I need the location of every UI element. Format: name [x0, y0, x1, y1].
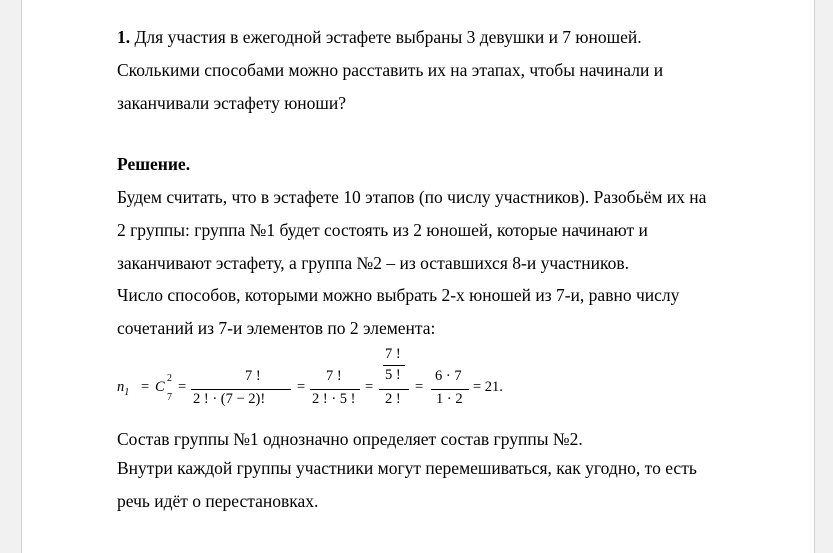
- task-text-1: Для участия в ежегодной эстафете выбраны 3 девушки и 7 юношей.: [134, 27, 642, 47]
- frac2-numerator: 7 !: [326, 368, 342, 384]
- para1-line-3: заканчивают эстафету, а группа №2 – из оставшихся 8-и участников.: [117, 253, 630, 273]
- para2-line-1: Число способов, которыми можно выбрать 2-х юношей из 7-и, равно числу: [117, 285, 680, 305]
- task-number: 1.: [117, 27, 131, 47]
- para1-line-2: 2 группы: группа №1 будет состоять из 2 юношей, которые начинают и: [117, 220, 648, 240]
- frac3-inner-bar: [383, 365, 405, 366]
- frac1-numerator: 7 !: [245, 368, 261, 384]
- para3-line-1: Состав группы №1 однозначно определяет состав группы №2.: [117, 429, 583, 449]
- para1-line-1: Будем считать, что в эстафете 10 этапов (по числу участников). Разобьём их на: [117, 187, 707, 207]
- frac4-numerator: 6 · 7: [435, 368, 462, 384]
- para4-line-2: речь идёт о перестановках.: [117, 491, 319, 511]
- frac2-bar: [310, 389, 360, 390]
- frac3-inner-denominator: 5 !: [385, 367, 401, 383]
- frac2-denominator: 2 ! · 5 !: [312, 391, 356, 407]
- formula-C-sub: 7: [167, 392, 172, 403]
- solution-paragraph-4: [117, 452, 760, 518]
- formula-result: = 21.: [473, 379, 503, 395]
- formula-eq-2: =: [178, 379, 187, 395]
- formula-eq-1: =: [141, 379, 150, 395]
- frac3-inner-numerator: 7 !: [385, 346, 401, 362]
- task-paragraph: [117, 21, 760, 120]
- combination-formula: [117, 341, 617, 421]
- frac1-bar: [191, 389, 291, 390]
- task-line-2: Сколькими способами можно расставить их на этапах, чтобы начинали и: [117, 60, 664, 80]
- solution-title: Решение.: [117, 154, 191, 174]
- frac3-denominator: 2 !: [385, 391, 401, 407]
- frac3-bar: [379, 389, 409, 390]
- para2-line-2: сочетаний из 7-и элементов по 2 элемента:: [117, 318, 436, 338]
- formula-n: $n_1$: [117, 379, 130, 398]
- para4-line-1: Внутри каждой группы участники могут перемешиваться, как угодно, то есть: [117, 458, 697, 478]
- task-line-3: заканчивали эстафету юноши?: [117, 93, 346, 113]
- frac4-bar: [431, 389, 469, 390]
- formula-eq-5: =: [415, 379, 424, 395]
- formula-C: C: [155, 379, 165, 395]
- frac4-denominator: 1 · 2: [436, 391, 463, 407]
- frac1-denominator: 2 ! · (7 − 2)!: [193, 391, 266, 407]
- solution-paragraph-1: [117, 181, 760, 280]
- solution-paragraph-2: [117, 279, 760, 345]
- formula-C-sup: 2: [167, 373, 172, 384]
- formula-eq-4: =: [365, 379, 374, 395]
- document-page: [21, 0, 815, 553]
- formula-eq-3: =: [297, 379, 306, 395]
- task-line-1: [117, 21, 760, 54]
